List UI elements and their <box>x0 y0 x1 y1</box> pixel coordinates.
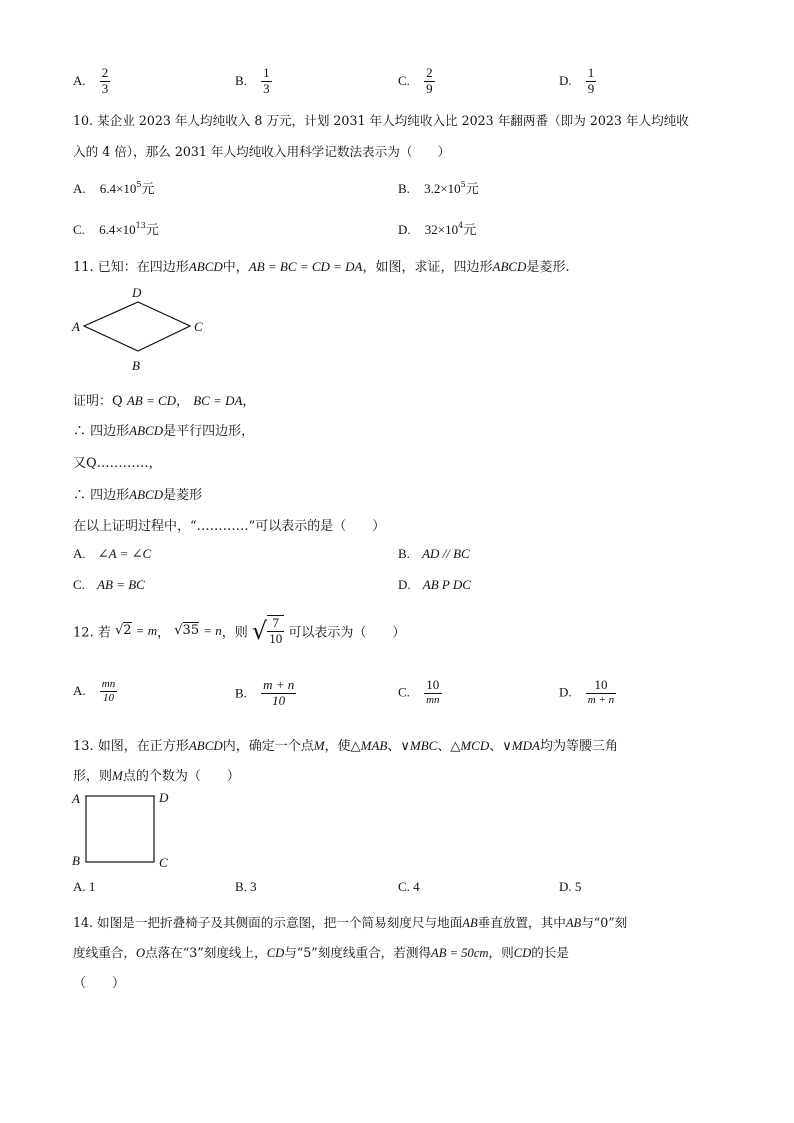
label-d: D <box>159 790 169 805</box>
q9-option-b-fraction: $\frac{1}{3}$ <box>263 65 270 96</box>
q14-stem-line3: （ ） <box>73 976 126 991</box>
q11-rhombus-figure <box>68 282 218 377</box>
q13-option-a: A. 1 <box>73 879 96 894</box>
q10-stem-line2: 入的 4 倍），那么 2031 年人均纯收入用科学记数法表示为（ ） <box>73 144 451 159</box>
q13-option-d: D. 5 <box>559 879 582 894</box>
q11-proof-line4: ∴ 四边形ABCD是菱形 <box>73 487 203 503</box>
q11-option-a: A. ∠A = ∠C <box>73 546 152 561</box>
q11-proof-line2: ∴ 四边形ABCD是平行四边形， <box>73 423 255 439</box>
label-b: B <box>72 853 80 868</box>
q9-option-c: C. $\frac{2}{9}$ <box>398 65 433 96</box>
q10-option-b: B. $3.2\times 10^5$元 <box>398 180 479 197</box>
q13-option-b: B. 3 <box>235 879 257 894</box>
q12-sqrt-35: √35 <box>174 623 200 639</box>
q12-sqrt-fraction: √ $\frac{7}{10}$ <box>251 615 283 646</box>
q12-sqrt-2: √2 <box>114 623 132 639</box>
q13-square-figure <box>68 788 183 873</box>
q11-stem: 11. 已知：在四边形ABCD中，AB = BC = CD = DA，如图，求证，四边形ABCD是菱形. <box>73 259 570 275</box>
q14-stem-line1: 14. 如图是一把折叠椅子及其侧面的示意图，把一个简易刻度尺与地面AB垂直放置，其中AB与“0”刻 <box>73 915 628 930</box>
q11-proof-line3: 又Q…………， <box>73 456 162 471</box>
q9-option-a-fraction: $\frac{2}{3}$ <box>101 65 109 96</box>
q10-option-d: D. $32\times 10^4$元 <box>398 221 477 238</box>
square-shape <box>86 796 154 862</box>
q11-option-c: C. AB = BC <box>73 577 145 592</box>
q10-option-a: A. $6.4\times 10^5$元 <box>73 180 155 197</box>
q14-stem-line2: 度线重合，O点落在“3”刻度线上，CD与“5”刻度线重合，若测得AB = 50cm，则CD的长是 <box>73 945 569 960</box>
q12-option-d: D. $\frac{10}{m + n}$ <box>559 677 615 706</box>
q11-option-d: D. AB P DC <box>398 577 471 592</box>
q9-option-b: B. $\frac{1}{3}$ <box>235 65 270 96</box>
label-c: C <box>159 855 168 870</box>
q9-option-c-fraction: $\frac{2}{9}$ <box>426 65 433 96</box>
q9-option-d: D. $\frac{1}{9}$ <box>559 65 595 96</box>
label-d: D <box>132 285 142 300</box>
q10-stem-line1: 10. 某企业 2023 年人均纯收入 8 万元，计划 2031 年人均纯收入比 2023 年翻两番（即为 2023 年人均纯收 <box>73 113 689 128</box>
q9-option-a: A. $\frac{2}{3}$ <box>73 65 109 96</box>
q12-option-b: B. $\frac{m + n}{10}$ <box>235 677 295 708</box>
q11-proof-line1: 证明：Q AB = CD， BC = DA， <box>73 393 256 409</box>
q10-option-c: C. $6.4\times 10^{13}$元 <box>73 221 159 238</box>
q12-stem: 12. 若 √2 = m， √35 = n，则 √ $\frac{7}{10}$ 可以表示为（ ） <box>73 615 406 646</box>
label-a: A <box>72 791 80 806</box>
q12-option-c: C. $\frac{10}{mn}$ <box>398 677 440 706</box>
label-c: C <box>194 319 203 334</box>
q11-question: 在以上证明过程中，“…………”可以表示的是（ ） <box>73 519 386 534</box>
q11-option-b: B. AD // BC <box>398 546 470 561</box>
q9-option-d-fraction: $\frac{1}{9}$ <box>587 65 595 96</box>
label-a: A <box>72 319 80 334</box>
q12-option-a: A. $\frac{mn}{10}$ <box>73 678 116 704</box>
q13-option-c: C. 4 <box>398 879 420 894</box>
label-b: B <box>132 358 140 373</box>
rhombus-shape <box>84 302 190 351</box>
q13-stem-line1: 13. 如图，在正方形ABCD内，确定一个点M，使△MAB、∨MBC、△MCD、∨MDA均为等腰三角 <box>73 738 618 754</box>
q13-stem-line2: 形，则M点的个数为（ ） <box>73 768 240 784</box>
